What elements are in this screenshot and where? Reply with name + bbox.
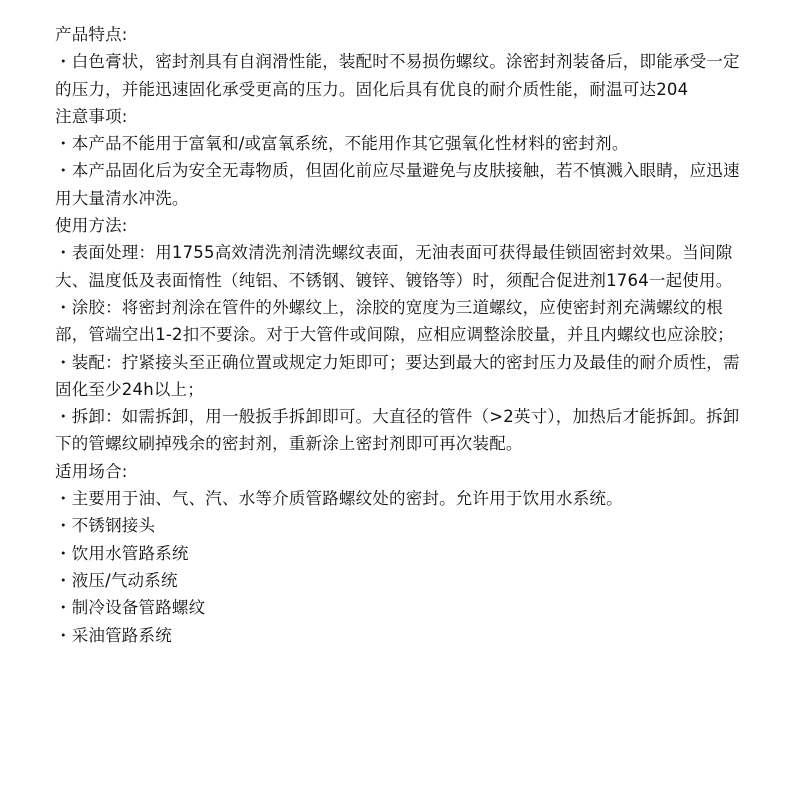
section-usage bbox=[55, 212, 755, 458]
precaution-item: ・本产品不能用于富氧和/或富氧系统，不能用作其它强氧化性材料的密封剂。 bbox=[55, 134, 629, 154]
usage-step-apply: ・涂胶：将密封剂涂在管件的外螺纹上，涂胶的宽度为三道螺纹，应使密封剂充满螺纹的根部，管端空出1-2扣不要涂。对于大管件或间隙，应相应调整涂胶量，并且内螺纹也应涂胶； bbox=[55, 297, 734, 345]
section-features bbox=[55, 21, 755, 103]
section-heading-usage: 使用方法: bbox=[55, 216, 128, 236]
application-item: ・制冷设备管路螺纹 bbox=[55, 598, 206, 618]
usage-step-assembly: ・装配：拧紧接头至正确位置或规定力矩即可；要达到最大的密封压力及最佳的耐介质性，需固化至少24h以上； bbox=[55, 352, 740, 399]
precaution-item: ・本产品固化后为安全无毒物质，但固化前应尽量避免与皮肤接触，若不慎溅入眼睛，应迅速用大量清水冲洗。 bbox=[55, 161, 740, 208]
usage-step-surface-prep: ・表面处理：用1755高效清洗剂清洗螺纹表面，无油表面可获得最佳锁固密封效果。当间隙大、温度低及表面惰性（纯铝、不锈钢、镀锌、镀铬等）时，须配合促进剂1764一起使用。 bbox=[55, 243, 733, 290]
application-item: ・液压/气动系统 bbox=[55, 570, 178, 590]
application-item: ・主要用于油、气、汽、水等介质管路螺纹处的密封。允许用于饮用水系统。 bbox=[55, 489, 623, 509]
application-item: ・不锈钢接头 bbox=[55, 516, 156, 536]
document-body bbox=[55, 21, 755, 649]
application-item: ・饮用水管路系统 bbox=[55, 543, 189, 563]
usage-step-disassembly: ・拆卸：如需拆卸，用一般扳手拆卸即可。大直径的管件（>2英寸），加热后才能拆卸。拆卸下的管螺纹刷掉残余的密封剂，重新涂上密封剂即可再次装配。 bbox=[55, 407, 740, 454]
section-heading-precautions: 注意事项: bbox=[55, 106, 128, 126]
section-heading-features: 产品特点: bbox=[55, 25, 128, 44]
section-heading-applications: 适用场合: bbox=[55, 461, 128, 481]
section-applications bbox=[55, 458, 755, 649]
application-item: ・采油管路系统 bbox=[55, 625, 172, 645]
section-precautions bbox=[55, 103, 755, 212]
features-paragraph: ・白色膏状，密封剂具有自润滑性能，装配时不易损伤螺纹。涂密封剂装备后，即能承受一定的压力，并能迅速固化承受更高的压力。固化后具有优良的耐介质性能，耐温可达204 bbox=[55, 52, 740, 99]
